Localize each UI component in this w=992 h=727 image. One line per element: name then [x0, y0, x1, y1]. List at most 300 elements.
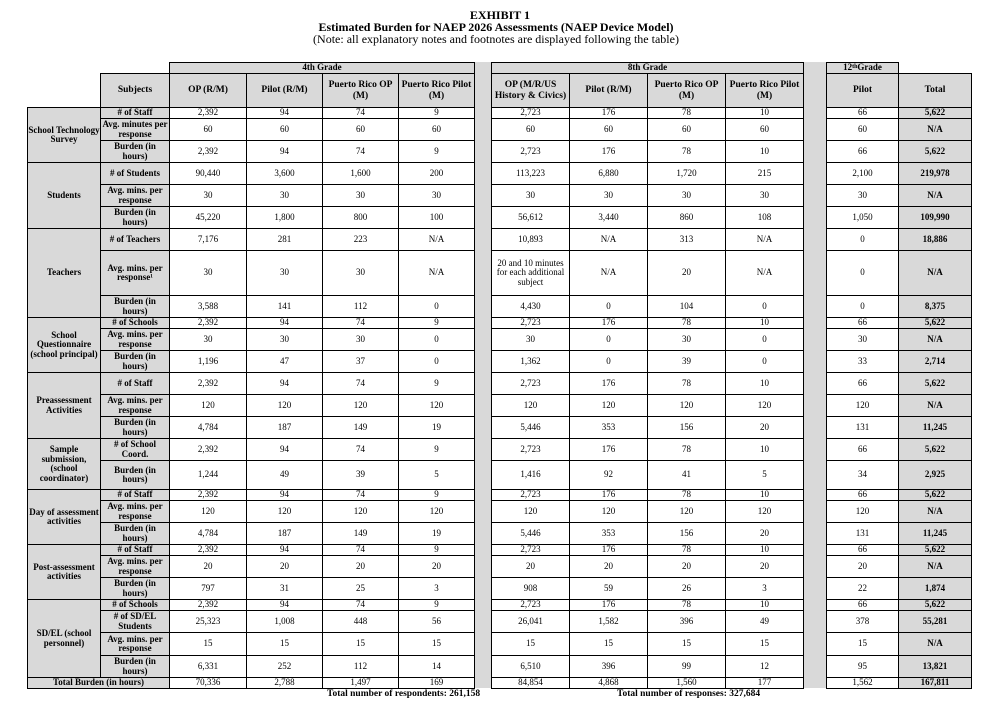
data-cell: 10 — [725, 372, 804, 395]
data-cell: 9 — [398, 438, 475, 461]
data-cell: 30 — [398, 184, 475, 207]
data-cell: 10 — [725, 438, 804, 461]
data-cell: 20 — [569, 555, 648, 578]
data-cell: 2,723 — [491, 438, 570, 461]
data-cell: 1,600 — [322, 162, 399, 185]
data-cell: 30 — [647, 184, 726, 207]
data-cell: 176 — [569, 438, 648, 461]
data-cell: 353 — [569, 416, 648, 439]
data-cell: 30 — [826, 328, 899, 351]
data-cell: 120 — [169, 500, 247, 523]
data-cell: 14 — [398, 655, 475, 678]
data-cell: 66 — [826, 438, 899, 461]
column-header-g4-pilot: Pilot (R/M) — [246, 73, 323, 108]
data-cell: 66 — [826, 544, 899, 556]
data-cell: 112 — [322, 295, 399, 318]
total-cell: 5,622 — [898, 140, 972, 163]
total-cell: N/A — [898, 118, 972, 141]
data-cell: 92 — [569, 460, 648, 490]
data-cell: 378 — [826, 610, 899, 633]
data-cell: N/A — [569, 228, 648, 251]
data-cell: 1,050 — [826, 206, 899, 229]
data-cell: 41 — [647, 460, 726, 490]
total-cell: 5,622 — [898, 544, 972, 556]
data-cell: 78 — [647, 107, 726, 119]
data-cell: 30 — [246, 328, 323, 351]
data-cell: 9 — [398, 107, 475, 119]
data-cell: 1,720 — [647, 162, 726, 185]
data-cell: 176 — [569, 599, 648, 611]
row-metric-label: Avg. mins. per response — [100, 394, 170, 417]
row-metric-label: # of Staff — [100, 544, 170, 556]
data-cell: 9 — [398, 599, 475, 611]
data-cell: 60 — [322, 118, 399, 141]
data-cell: 74 — [322, 599, 399, 611]
data-cell: 9 — [398, 140, 475, 163]
data-cell: 200 — [398, 162, 475, 185]
data-cell: 94 — [246, 317, 323, 329]
data-cell: 108 — [725, 206, 804, 229]
data-cell: 39 — [322, 460, 399, 490]
column-header-g8-pr-op: Puerto Rico OP (M) — [647, 73, 726, 108]
total-burden-cell: 70,336 — [169, 677, 247, 689]
data-cell: 2,392 — [169, 317, 247, 329]
data-cell: 9 — [398, 544, 475, 556]
data-cell: 30 — [246, 184, 323, 207]
total-burden-label: Total Burden (in hours) — [27, 677, 170, 689]
column-header-g4-pr-op: Puerto Rico OP (M) — [322, 73, 399, 108]
total-cell: 11,245 — [898, 416, 972, 439]
data-cell: 2,392 — [169, 140, 247, 163]
data-cell: 30 — [826, 184, 899, 207]
data-cell: 20 — [322, 555, 399, 578]
data-cell: 131 — [826, 416, 899, 439]
total-cell: N/A — [898, 555, 972, 578]
data-cell: 66 — [826, 140, 899, 163]
total-cell: 1,874 — [898, 577, 972, 600]
data-cell: 66 — [826, 317, 899, 329]
data-cell: 30 — [169, 184, 247, 207]
data-cell: 26 — [647, 577, 726, 600]
section-label: Students — [27, 162, 101, 229]
data-cell: 176 — [569, 107, 648, 119]
data-cell: 94 — [246, 489, 323, 501]
data-cell: 56,612 — [491, 206, 570, 229]
total-cell: 2,925 — [898, 460, 972, 490]
row-metric-label: # of Students — [100, 162, 170, 185]
total-cell: 2,714 — [898, 350, 972, 373]
data-cell: 33 — [826, 350, 899, 373]
data-cell: 2,723 — [491, 317, 570, 329]
data-cell: 0 — [826, 250, 899, 296]
data-cell: 60 — [647, 118, 726, 141]
row-metric-label: Avg. mins. per response — [100, 500, 170, 523]
data-cell: 797 — [169, 577, 247, 600]
data-cell: 6,510 — [491, 655, 570, 678]
data-cell: 30 — [322, 250, 399, 296]
data-cell: 78 — [647, 544, 726, 556]
data-cell: 9 — [398, 489, 475, 501]
data-cell: 90,440 — [169, 162, 247, 185]
data-cell: 176 — [569, 317, 648, 329]
data-cell: N/A — [725, 250, 804, 296]
data-cell: 60 — [246, 118, 323, 141]
data-cell: 120 — [169, 394, 247, 417]
data-cell: 2,392 — [169, 372, 247, 395]
data-cell: 20 — [725, 555, 804, 578]
total-cell: N/A — [898, 184, 972, 207]
total-burden-cell: 1,562 — [826, 677, 899, 689]
row-metric-label: Burden (in hours) — [100, 350, 170, 373]
data-cell: 49 — [725, 610, 804, 633]
row-metric-label: # of Teachers — [100, 228, 170, 251]
data-cell: 19 — [398, 522, 475, 545]
data-cell: 15 — [826, 632, 899, 656]
total-cell: N/A — [898, 250, 972, 296]
data-cell: 396 — [569, 655, 648, 678]
data-cell: 149 — [322, 522, 399, 545]
data-cell: 15 — [725, 632, 804, 656]
data-cell: 176 — [569, 489, 648, 501]
data-cell: 15 — [169, 632, 247, 656]
data-cell: 10 — [725, 140, 804, 163]
data-cell: 20 — [491, 555, 570, 578]
data-cell: 15 — [322, 632, 399, 656]
row-metric-label: Avg. mins. per response — [100, 184, 170, 207]
data-cell: 120 — [398, 394, 475, 417]
data-cell: 10 — [725, 317, 804, 329]
data-cell: 0 — [398, 295, 475, 318]
data-cell: 10,893 — [491, 228, 570, 251]
data-cell: 95 — [826, 655, 899, 678]
row-metric-label: # of Schools — [100, 317, 170, 329]
data-cell: 12 — [725, 655, 804, 678]
data-cell: 2,392 — [169, 599, 247, 611]
data-cell: 94 — [246, 438, 323, 461]
total-burden-cell: 4,868 — [569, 677, 648, 689]
data-cell: 120 — [491, 500, 570, 523]
total-cell: 219,978 — [898, 162, 972, 185]
data-cell: N/A — [398, 228, 475, 251]
row-metric-label: Burden (in hours) — [100, 577, 170, 600]
data-cell: 149 — [322, 416, 399, 439]
data-cell: 9 — [398, 317, 475, 329]
data-cell: 10 — [725, 544, 804, 556]
total-respondents: Total number of respondents: 261,158 — [327, 689, 481, 699]
total-burden-cell: 2,788 — [246, 677, 323, 689]
data-cell: 156 — [647, 522, 726, 545]
data-cell: 1,008 — [246, 610, 323, 633]
data-cell: 1,800 — [246, 206, 323, 229]
data-cell: 60 — [826, 118, 899, 141]
row-metric-label: Burden (in hours) — [100, 295, 170, 318]
group-header-grade8: 8th Grade — [491, 62, 804, 74]
data-cell: 860 — [647, 206, 726, 229]
data-cell: 4,784 — [169, 522, 247, 545]
total-burden-cell: 1,560 — [647, 677, 726, 689]
section-label: School Technology Survey — [27, 107, 101, 163]
spacer-column-grade8-grade12 — [803, 62, 826, 688]
data-cell: 60 — [491, 118, 570, 141]
data-cell: 74 — [322, 140, 399, 163]
data-cell: 2,100 — [826, 162, 899, 185]
data-cell: 9 — [398, 372, 475, 395]
grand-total-cell: 167,811 — [898, 677, 972, 689]
data-cell: 2,723 — [491, 544, 570, 556]
data-cell: 1,582 — [569, 610, 648, 633]
data-cell: 74 — [322, 372, 399, 395]
data-cell: 0 — [569, 350, 648, 373]
data-cell: 3,588 — [169, 295, 247, 318]
data-cell: 120 — [322, 394, 399, 417]
section-label: SD/EL (school personnel) — [27, 599, 101, 678]
total-burden-cell: 84,854 — [491, 677, 570, 689]
exhibit-note: (Note: all explanatory notes and footnotes are displayed following the table) — [313, 32, 679, 46]
data-cell: 120 — [647, 500, 726, 523]
data-cell: 74 — [322, 317, 399, 329]
total-responses: Total number of responses: 327,684 — [617, 689, 761, 699]
data-cell: 78 — [647, 140, 726, 163]
data-cell: 20 — [398, 555, 475, 578]
data-cell: 15 — [647, 632, 726, 656]
column-header-g8-pilot: Pilot (R/M) — [569, 73, 648, 108]
data-cell: 56 — [398, 610, 475, 633]
total-cell: 109,990 — [898, 206, 972, 229]
data-cell: 141 — [246, 295, 323, 318]
data-cell: 74 — [322, 438, 399, 461]
data-cell: 5,446 — [491, 522, 570, 545]
data-cell: 78 — [647, 599, 726, 611]
data-cell: 94 — [246, 544, 323, 556]
data-cell: 908 — [491, 577, 570, 600]
data-cell: 15 — [491, 632, 570, 656]
data-cell: 1,196 — [169, 350, 247, 373]
data-cell: 15 — [398, 632, 475, 656]
data-cell: 30 — [246, 250, 323, 296]
data-cell: N/A — [725, 228, 804, 251]
data-cell: 313 — [647, 228, 726, 251]
data-cell: 1,244 — [169, 460, 247, 490]
data-cell: 223 — [322, 228, 399, 251]
row-metric-label: Burden (in hours) — [100, 206, 170, 229]
data-cell: 187 — [246, 522, 323, 545]
group-header-grade12: 12 th Grade — [826, 62, 899, 74]
data-cell: 176 — [569, 140, 648, 163]
row-metric-label: # of Staff — [100, 107, 170, 119]
data-cell: 120 — [826, 500, 899, 523]
total-cell: N/A — [898, 500, 972, 523]
data-cell: 6,880 — [569, 162, 648, 185]
data-cell: 0 — [398, 328, 475, 351]
row-metric-label: # of Staff — [100, 489, 170, 501]
data-cell: 20 — [725, 416, 804, 439]
row-metric-label: Burden (in hours) — [100, 655, 170, 678]
total-cell: N/A — [898, 632, 972, 656]
data-cell: 2,723 — [491, 599, 570, 611]
total-cell: 55,281 — [898, 610, 972, 633]
data-cell: 19 — [398, 416, 475, 439]
data-cell: 66 — [826, 107, 899, 119]
data-cell: 78 — [647, 317, 726, 329]
data-cell: 30 — [491, 328, 570, 351]
data-cell: 2,392 — [169, 438, 247, 461]
data-cell: 120 — [569, 394, 648, 417]
data-cell: 120 — [322, 500, 399, 523]
data-cell: 252 — [246, 655, 323, 678]
data-cell: 120 — [647, 394, 726, 417]
data-cell: 2,392 — [169, 107, 247, 119]
data-cell: 26,041 — [491, 610, 570, 633]
data-cell: 0 — [826, 295, 899, 318]
data-cell: 120 — [246, 394, 323, 417]
row-metric-label: # of Schools — [100, 599, 170, 611]
data-cell: 2,723 — [491, 489, 570, 501]
total-cell: 18,886 — [898, 228, 972, 251]
section-label: Preassessment Activities — [27, 372, 101, 439]
data-cell: 4,784 — [169, 416, 247, 439]
data-cell: 20 — [246, 555, 323, 578]
data-cell: 448 — [322, 610, 399, 633]
data-cell: 0 — [725, 295, 804, 318]
data-cell: 176 — [569, 372, 648, 395]
data-cell: 30 — [569, 184, 648, 207]
data-cell: N/A — [398, 250, 475, 296]
data-cell: N/A — [569, 250, 648, 296]
data-cell: 94 — [246, 140, 323, 163]
data-cell: 78 — [647, 372, 726, 395]
data-cell: 112 — [322, 655, 399, 678]
data-cell: 120 — [398, 500, 475, 523]
data-cell: 20 — [725, 522, 804, 545]
data-cell: 131 — [826, 522, 899, 545]
column-header-g8-pr-pilot: Puerto Rico Pilot (M) — [725, 73, 804, 108]
data-cell: 74 — [322, 544, 399, 556]
data-cell: 113,223 — [491, 162, 570, 185]
data-cell: 0 — [569, 295, 648, 318]
total-cell: 5,622 — [898, 107, 972, 119]
data-cell: 120 — [569, 500, 648, 523]
data-cell: 1,362 — [491, 350, 570, 373]
exhibit-title-block — [0, 9, 992, 45]
row-metric-label: # of School Coord. — [100, 438, 170, 461]
section-label: Sample submission, (school coordinator) — [27, 438, 101, 490]
data-cell: 5 — [725, 460, 804, 490]
row-metric-label: # of Staff — [100, 372, 170, 395]
data-cell: 800 — [322, 206, 399, 229]
data-cell: 120 — [246, 500, 323, 523]
data-cell: 66 — [826, 489, 899, 501]
data-cell: 0 — [398, 350, 475, 373]
row-metric-label: Avg. mins. per response — [100, 632, 170, 656]
group-header-grade4: 4th Grade — [169, 62, 475, 74]
row-metric-label: Burden (in hours) — [100, 140, 170, 163]
data-cell: 353 — [569, 522, 648, 545]
total-cell: 5,622 — [898, 317, 972, 329]
column-header-total: Total — [898, 73, 972, 108]
total-cell: N/A — [898, 394, 972, 417]
data-cell: 78 — [647, 438, 726, 461]
data-cell: 156 — [647, 416, 726, 439]
data-cell: 60 — [569, 118, 648, 141]
data-cell: 25,323 — [169, 610, 247, 633]
total-burden-cell: 169 — [398, 677, 475, 689]
data-cell: 2,392 — [169, 544, 247, 556]
row-metric-label: Burden (in hours) — [100, 522, 170, 545]
data-cell: 120 — [725, 394, 804, 417]
row-metric-label: Avg. minutes per response — [100, 118, 170, 141]
row-metric-label: Avg. mins. per response — [100, 555, 170, 578]
data-cell: 215 — [725, 162, 804, 185]
data-cell: 47 — [246, 350, 323, 373]
data-cell: 5 — [398, 460, 475, 490]
data-cell: 20 — [169, 555, 247, 578]
data-cell: 30 — [647, 328, 726, 351]
data-cell: 45,220 — [169, 206, 247, 229]
total-cell: 5,622 — [898, 489, 972, 501]
data-cell: 5,446 — [491, 416, 570, 439]
total-cell: 5,622 — [898, 599, 972, 611]
data-cell: 34 — [826, 460, 899, 490]
data-cell: 6,331 — [169, 655, 247, 678]
data-cell: 104 — [647, 295, 726, 318]
data-cell: 396 — [647, 610, 726, 633]
data-cell: 49 — [246, 460, 323, 490]
section-label: Day of assessment activities — [27, 489, 101, 545]
data-cell: 39 — [647, 350, 726, 373]
column-header-g8-op: OP (M/R/US History & Civics) — [491, 73, 570, 108]
data-cell: 3,440 — [569, 206, 648, 229]
data-cell: 20 — [647, 555, 726, 578]
data-cell: 120 — [826, 394, 899, 417]
data-cell: 3,600 — [246, 162, 323, 185]
spacer-column-grade4-grade8 — [474, 62, 491, 688]
data-cell: 0 — [725, 350, 804, 373]
data-cell: 94 — [246, 107, 323, 119]
data-cell: 99 — [647, 655, 726, 678]
data-cell: 60 — [169, 118, 247, 141]
data-cell: 2,723 — [491, 107, 570, 119]
data-cell: 20 — [826, 555, 899, 578]
data-cell: 20 and 10 minutes for each additional subject — [491, 250, 570, 296]
row-metric-label: Burden (in hours) — [100, 460, 170, 490]
section-label: Teachers — [27, 228, 101, 318]
data-cell: 10 — [725, 599, 804, 611]
data-cell: 120 — [725, 500, 804, 523]
total-cell: 11,245 — [898, 522, 972, 545]
data-cell: 37 — [322, 350, 399, 373]
data-cell: 0 — [826, 228, 899, 251]
data-cell: 60 — [725, 118, 804, 141]
exhibit-number: EXHIBIT 1 — [469, 8, 531, 22]
row-metric-label: Avg. mins. per response — [100, 328, 170, 351]
column-header-g4-op: OP (R/M) — [169, 73, 247, 108]
data-cell: 4,430 — [491, 295, 570, 318]
column-header-g4-pr-pilot: Puerto Rico Pilot (M) — [398, 73, 475, 108]
row-metric-label: Burden (in hours) — [100, 416, 170, 439]
data-cell: 15 — [569, 632, 648, 656]
row-metric-label: Avg. mins. per response¹ — [100, 250, 170, 296]
data-cell: 120 — [491, 394, 570, 417]
data-cell: 66 — [826, 599, 899, 611]
section-label: Post-assessment activities — [27, 544, 101, 600]
data-cell: 94 — [246, 372, 323, 395]
data-cell: 10 — [725, 489, 804, 501]
data-cell: 94 — [246, 599, 323, 611]
data-cell: 30 — [322, 328, 399, 351]
data-cell: 0 — [725, 328, 804, 351]
data-cell: 7,176 — [169, 228, 247, 251]
data-cell: 0 — [569, 328, 648, 351]
